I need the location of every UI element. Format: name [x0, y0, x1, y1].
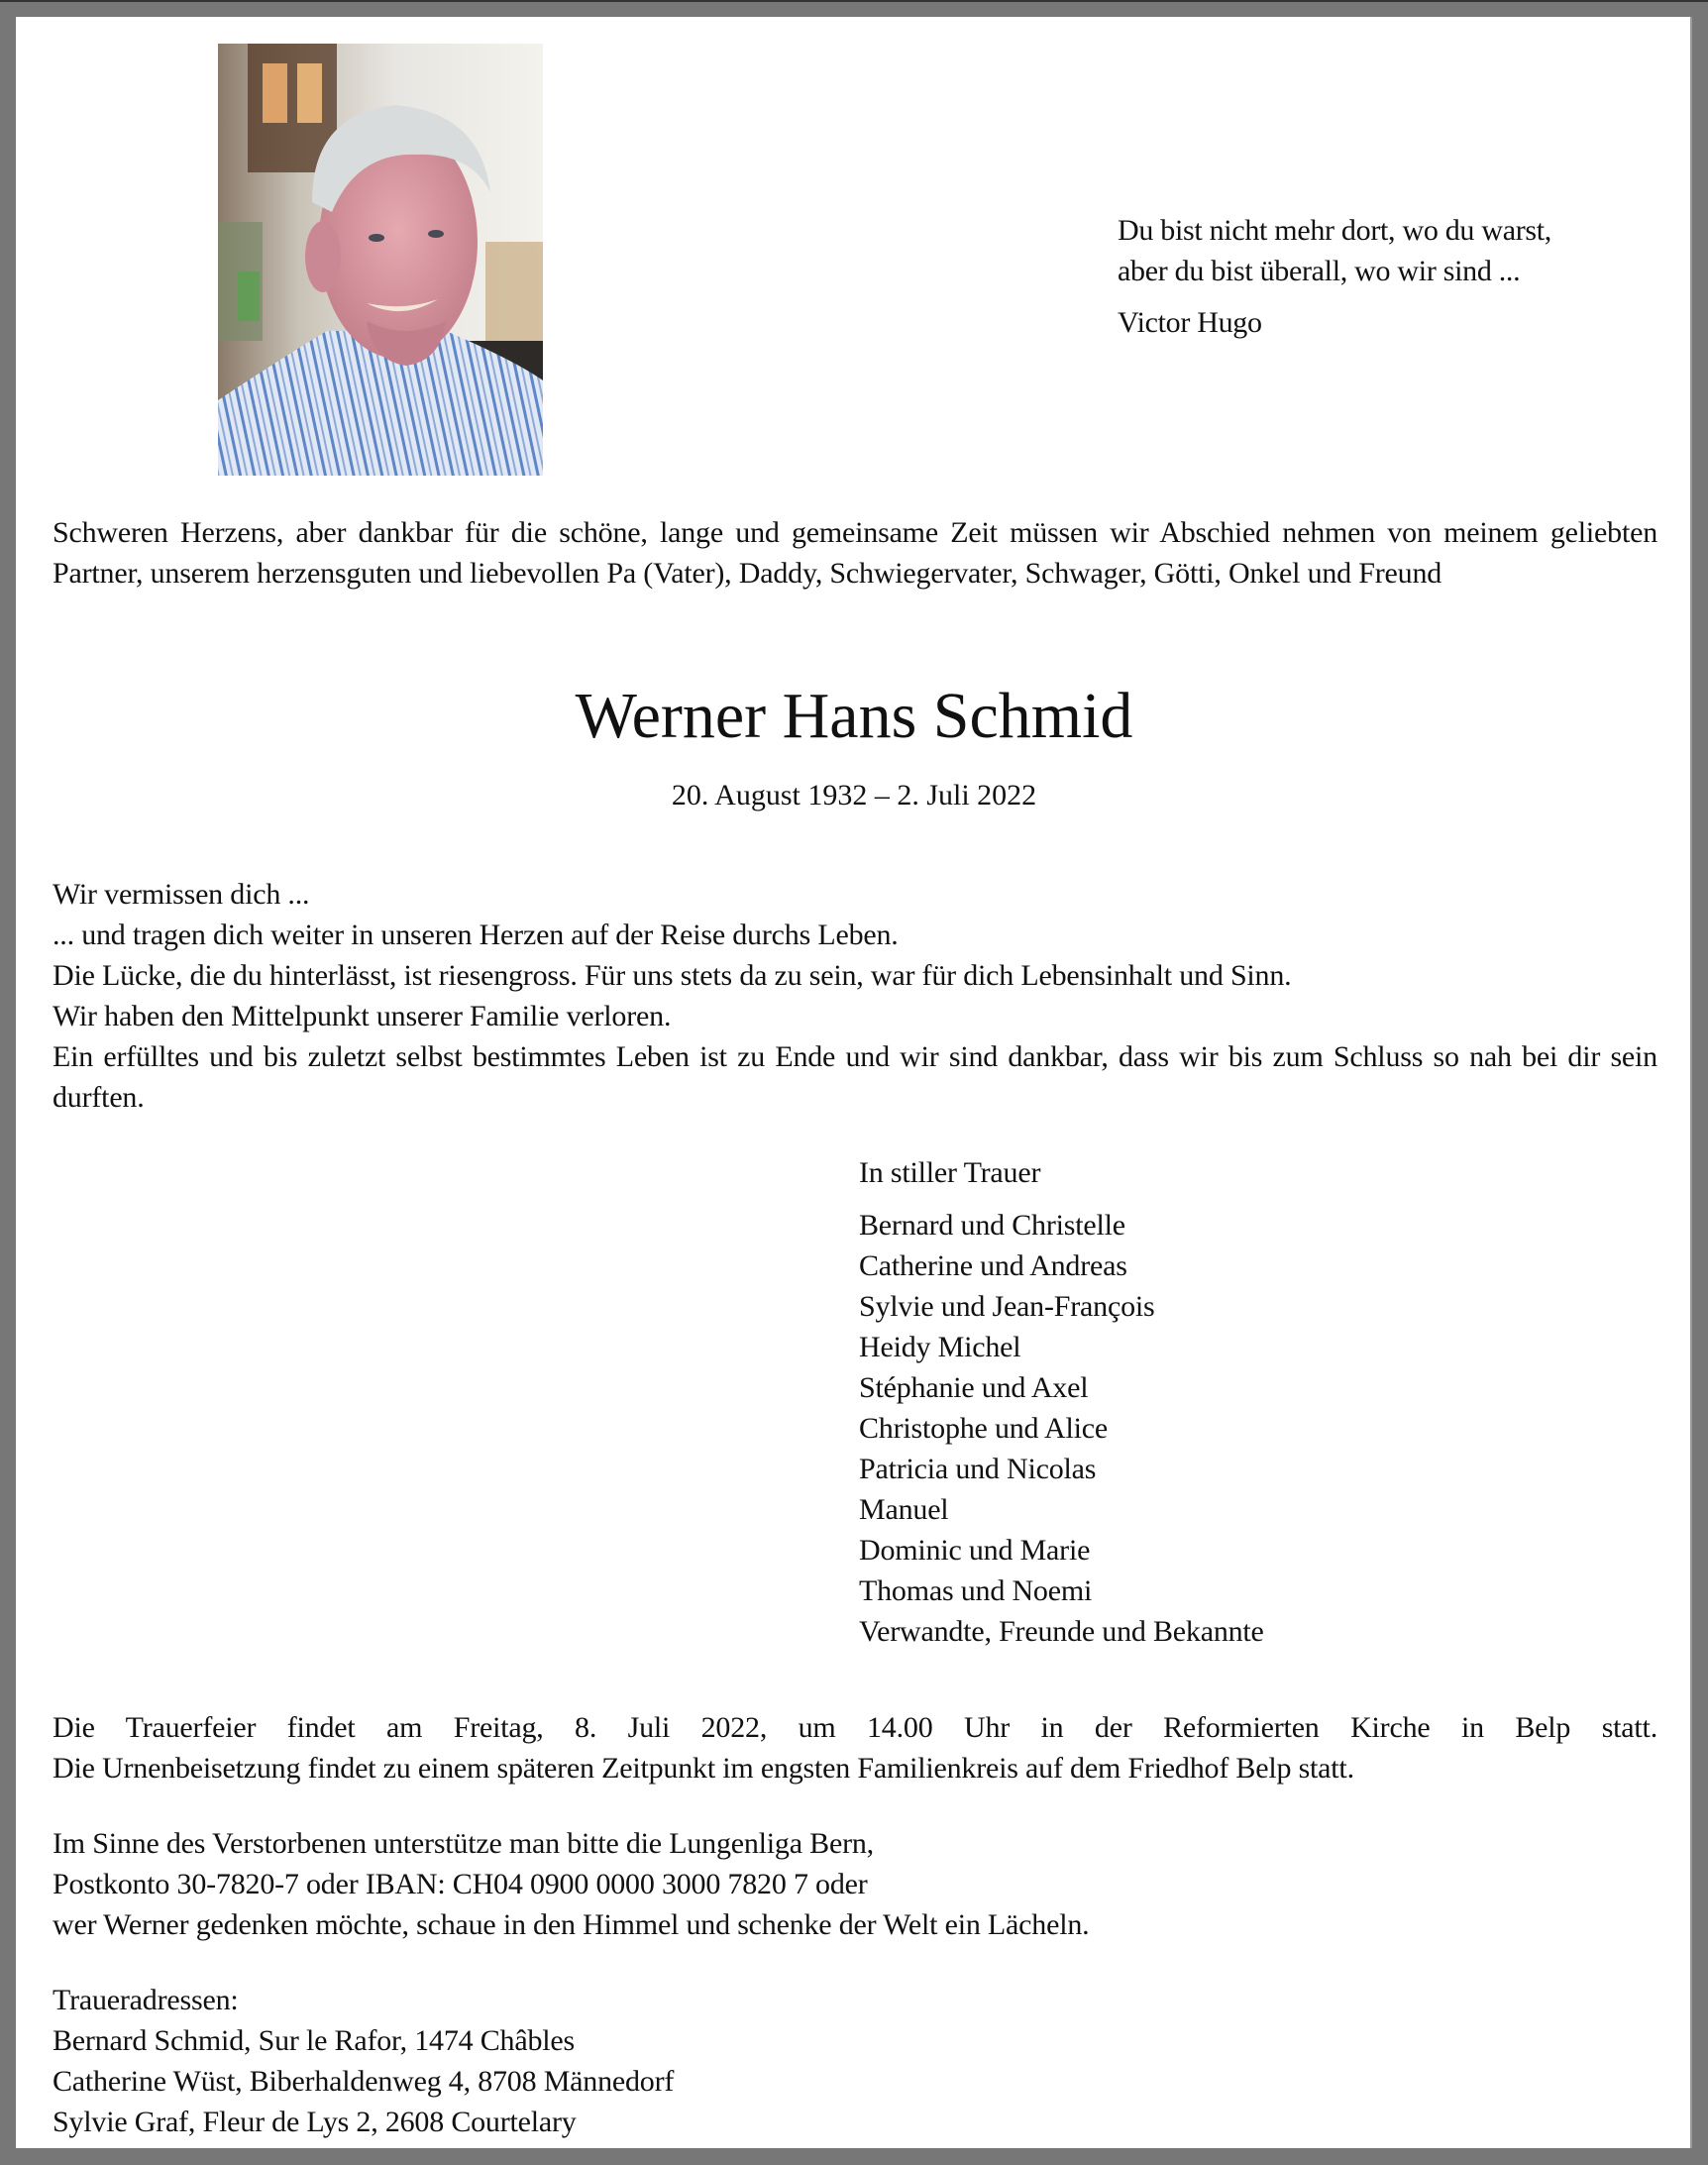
mourner-name: Sylvie und Jean-François — [859, 1290, 1155, 1323]
donation-line: wer Werner gedenken möchte, schaue in den Himmel und schenke der Welt ein Lächeln. — [53, 1908, 1090, 1941]
intro-paragraph: Schweren Herzens, aber dankbar für die schöne, lange und gemeinsame Zeit müssen wir Abschied nehmen von meinem geliebten Partner, unserem herzensguten und liebevollen Pa (Vater), Daddy, Schwiegervater, Schwager, Götti, Onkel und Freund — [53, 516, 1657, 590]
quote-line: Du bist nicht mehr dort, wo du warst, — [1118, 214, 1552, 247]
donation-line: Postkonto 30-7820-7 oder IBAN: CH04 0900 0000 3000 7820 7 oder — [53, 1868, 868, 1900]
message-line: ... und tragen dich weiter in unseren Herzen auf der Reise durchs Leben. — [53, 919, 899, 951]
mourner-name: Heidy Michel — [859, 1331, 1021, 1363]
viewer-top-edge — [0, 0, 1708, 2]
mourner-name: Stéphanie und Axel — [859, 1371, 1089, 1404]
addresses-heading: Traueradressen: — [53, 1984, 239, 2016]
service-text: Die Trauerfeier findet am Freitag, 8. Juli 2022, um 14.00 Uhr in der Reformierten Kirche in Belp statt. — [53, 1711, 1657, 1744]
mourner-name: Bernard und Christelle — [859, 1209, 1125, 1242]
mourner-name: Catherine und Andreas — [859, 1249, 1127, 1282]
address-entry: Bernard Schmid, Sur le Rafor, 1474 Châbles — [53, 2024, 575, 2057]
obituary-page — [16, 17, 1692, 2148]
memorial-message — [53, 874, 1657, 1118]
quote-author: Victor Hugo — [1118, 306, 1262, 339]
mourner-name: Patricia und Nicolas — [859, 1453, 1097, 1485]
portrait-image — [218, 44, 543, 476]
message-line: Wir haben den Mittelpunkt unserer Familie verloren. — [53, 1000, 672, 1032]
mourners-heading: In stiller Trauer — [859, 1156, 1041, 1189]
mourner-name: Christophe und Alice — [859, 1412, 1108, 1445]
address-entry: Catherine Wüst, Biberhaldenweg 4, 8708 Männedorf — [53, 2065, 675, 2098]
message-paragraph: Ein erfülltes und bis zuletzt selbst bestimmtes Leben ist zu Ende und wir sind dankbar, dass wir bis zum Schluss so nah bei dir sein durften. — [53, 1040, 1657, 1114]
mourning-addresses — [53, 1980, 1657, 2142]
funeral-service-info — [53, 1707, 1657, 1788]
mourners-list — [859, 1152, 1264, 1652]
quote-line: aber du bist überall, wo wir sind ... — [1118, 255, 1521, 287]
donation-info — [53, 1823, 1657, 1945]
portrait-photo — [218, 44, 543, 476]
life-dates: 20. August 1932 – 2. Juli 2022 — [671, 779, 1037, 812]
address-entry: Sylvie Graf, Fleur de Lys 2, 2608 Courtelary — [53, 2106, 577, 2138]
donation-line: Im Sinne des Verstorbenen unterstütze man bitte die Lungenliga Bern, — [53, 1827, 874, 1860]
message-paragraph: Die Lücke, die du hinterlässt, ist riesengross. Für uns stets da zu sein, war für dich Lebensinhalt und Sinn. — [53, 959, 1292, 992]
burial-text: Die Urnenbeisetzung findet zu einem späteren Zeitpunkt im engsten Familienkreis auf dem Friedhof Belp statt. — [53, 1752, 1354, 1785]
deceased-name: Werner Hans Schmid — [575, 680, 1133, 752]
mourner-name: Manuel — [859, 1493, 949, 1526]
mourner-name: Verwandte, Freunde und Bekannte — [859, 1615, 1264, 1648]
mourner-name: Dominic und Marie — [859, 1534, 1091, 1567]
mourner-name: Thomas und Noemi — [859, 1574, 1093, 1607]
message-line: Wir vermissen dich ... — [53, 878, 310, 911]
memorial-quote — [1118, 210, 1551, 343]
